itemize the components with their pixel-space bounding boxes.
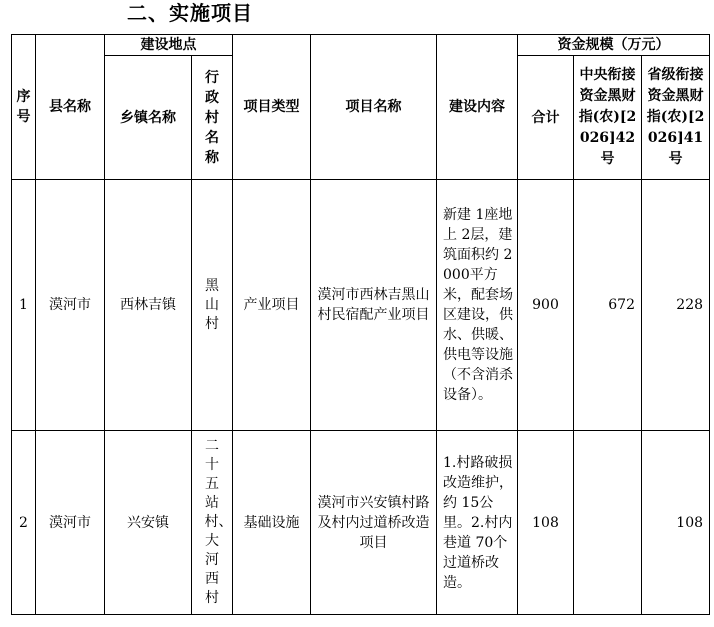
- project-table: [11, 34, 710, 615]
- cell-county: 漠河市: [36, 180, 105, 431]
- header-town: 乡镇名称: [105, 56, 192, 180]
- cell-project: 漠河市兴安镇村路及村内过道桥改造项目: [311, 431, 437, 615]
- header-village: 行政村名称: [192, 56, 233, 180]
- cell-total: 900: [518, 180, 574, 431]
- header-total: 合计: [518, 56, 574, 180]
- cell-provincial: 228: [642, 180, 710, 431]
- cell-provincial: 108: [642, 431, 710, 615]
- cell-seq: 1: [12, 180, 36, 431]
- cell-village: 黑山村: [192, 180, 233, 431]
- header-type: 项目类型: [233, 35, 311, 180]
- section-title: 二、实施项目: [127, 1, 253, 25]
- header-provincial: 省级衔接资金黑财指(农)[2026]41号: [642, 56, 710, 180]
- cell-seq: 2: [12, 431, 36, 615]
- header-central: 中央衔接资金黑财指(农)[2026]42号: [574, 56, 642, 180]
- cell-type: 基础设施: [233, 431, 311, 615]
- cell-town: 兴安镇: [105, 431, 192, 615]
- header-county: 县名称: [36, 35, 105, 180]
- table-row: [12, 431, 710, 615]
- header-seq: 序号: [12, 35, 36, 180]
- cell-project: 漠河市西林吉黑山村民宿配产业项目: [311, 180, 437, 431]
- cell-central: 672: [574, 180, 642, 431]
- cell-type: 产业项目: [233, 180, 311, 431]
- cell-content: 1.村路破损改造维护，约 15公里。2.村内巷道 70个过道桥改造。: [437, 431, 518, 615]
- header-content: 建设内容: [437, 35, 518, 180]
- table-row: [12, 180, 710, 431]
- header-location-group: 建设地点: [105, 35, 233, 56]
- cell-county: 漠河市: [36, 431, 105, 615]
- cell-central: [574, 431, 642, 615]
- cell-total: 108: [518, 431, 574, 615]
- cell-town: 西林吉镇: [105, 180, 192, 431]
- cell-content: 新建 1座地上 2层，建筑面积约 2000平方米，配套场区建设，供水、供暖、供电等设施（不含消杀设备）。: [437, 180, 518, 431]
- cell-village: 二十五站村、大河西村: [192, 431, 233, 615]
- header-fund-group: 资金规模（万元）: [518, 35, 710, 56]
- header-project: 项目名称: [311, 35, 437, 180]
